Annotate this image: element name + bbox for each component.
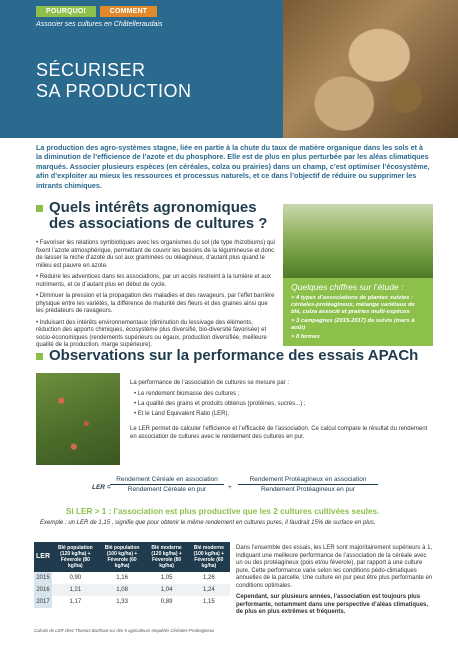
table-row [34,584,230,596]
crop-field-photo [36,373,120,465]
title-line-1: SÉCURISER [36,60,146,80]
tag-group [36,6,157,17]
interest-list [36,240,276,354]
formula-denominator: Rendement Protéagineux en pur [261,486,355,493]
bullet-square-icon [36,205,43,212]
table-cell: 1,04 [145,584,187,596]
interest-item: • Induisant des intérêts environnementaux (diminution du lessivage des éléments, réduction des apports chimiques, écosystème plus diversifié, bio-diversité favorisée) et socio-économiques (rendements supérieurs ou égaux, production diversifiée, meilleure qualité de la production, marge supérieure). [36,319,267,348]
table-cell: 0,90 [69,575,82,581]
ler-table [34,542,230,608]
key-figure-item: > 8 fermes [291,334,320,340]
conclusion-paragraph-bold: Cependant, sur plusieurs années, l’association est toujours plus performante, notamment dans une perspective d’aléas climatiques, de plus en plus extrêmes et fréquents. [236,594,429,615]
table-cell: 1,16 [116,575,128,581]
table-header: Blé population (120 kg/ha) + Féverole (80 kg/ha) [52,542,99,572]
performance-bullet: • Le rendement biomasse des cultures ; [134,391,240,397]
tag-pourquoi: POURQUOI [36,6,96,17]
performance-bullets [134,390,306,420]
interest-item: • Favoriser les relations symbiotiques avec les organismes du sol (de type rhizobiums) qui fixent l’azote atmosphérique, permettant de couvrir les besoins de la légumineuse et donc de laisser la niche d’azote du sol aux graminées ou oléagineux, d’autant plus quand le milieu est pauvre en azote. [36,240,275,269]
table-row [34,596,230,608]
table-cell: 1,17 [69,599,82,605]
ler-example: Exemple : un LER de 1,15 , signifie que pour obtenir le même rendement en cultures pures, il faudrait 15% de surface en plus. [40,520,376,526]
formula-plus: + [228,484,232,491]
hands-seeds-photo [283,0,458,138]
formula-denominator: Rendement Céréale en pur [127,486,207,493]
formula-ler-label: LER = [92,484,111,491]
conclusion-text [236,545,434,621]
table-cell: 1,26 [203,575,215,581]
formula-numerator: Rendement Protéagineux en association [238,476,378,485]
table-cell: 2016 [34,584,52,596]
table-cell: 1,08 [99,584,146,596]
key-figure-item: > 3 campagnes (2015-2017) de suivis (mars à août) [291,318,415,331]
table-cell: 2015 [34,572,52,584]
key-figure-item: > 4 types d’associations de plantes suivies : céréales-protéagineux, mélange variétaux de blé, colza associé et prairies multi-espèces [291,295,415,315]
table-cell: 0,89 [160,599,173,605]
key-figures-title: Quelques chiffres sur l’étude : [291,282,404,292]
wheat-field-photo [283,204,433,278]
table-cell: 1,33 [116,599,128,605]
key-figures-box [283,278,433,346]
section1-heading-text: Quels intérêts agronomiques des associations de cultures ? [49,199,268,232]
section1-heading [36,200,276,232]
ler-highlight: Si LER > 1 : l’association est plus productive que les 2 cultures cultivées seules. [66,507,380,516]
conclusion-paragraph: Dans l’ensemble des essais, les LER sont majoritairement supérieurs à 1, indiquant une meilleure performance de l’association de la céréale avec un ou des protéagineux (pois et/ou féverole), par rapport à une culture pure. Cette performance varie selon les conditions pédo-climatiques annuelles de la parcelle. Une culture en pur peut être plus performante en conditions optimales. [236,545,433,589]
table-cell: 1,15 [203,599,215,605]
table-header: Blé population (100 kg/ha) + Féverole (60 kg/ha) [99,542,146,572]
table-header: Blé moderne (100 kg/ha) + Féverole (60 kg/ha) [188,542,230,572]
table-cell: 1,05 [160,575,173,581]
table-header: LER [34,542,52,572]
ler-formula [92,476,402,502]
header-subtitle: Associer ses cultures en Châtelleraudais [36,21,163,28]
section2-heading [36,348,436,364]
performance-bullet: • La qualité des grains et produits obtenus (protéines, sucres...) ; [134,401,306,407]
table-header: Blé moderne (120 kg/ha) + Féverole (80 kg/ha) [145,542,187,572]
table-cell: 2017 [34,596,52,608]
tag-comment: COMMENT [100,6,158,17]
interest-item: • Diminuer la pression et la propagation des maladies et des ravageurs, par l’effet barrière physique entre les variétés, la différence de maturité des fleurs et des graines ainsi que les prédateurs de ravageurs. [36,293,275,314]
performance-bullet: • Et le Land Equivalent Ratio (LER). [134,411,230,417]
bullet-square-icon [36,353,43,360]
formula-numerator: Rendement Céréale en association [110,476,224,485]
table-caption: Calculs de LER chez Thomas Barthout sur des 5 agriculteurs enquêtés Céréales-Protéagineux [34,628,215,633]
table-cell: 1,24 [188,584,230,596]
title-line-2: SA PRODUCTION [36,81,192,101]
intro-paragraph: La production des agro-systèmes stagne, liée en partie à la chute du taux de matière organique dans les sols et à la diminution de l’efficience de l’azote et du phosphore. Elle est de plus en plus perturbée par les aléas climatiques marqués. Associer plusieurs espèces (en céréales, colza ou prairies) dans un champ, c’est optimiser l’écosystème, afin d’exploiter au mieux les ressources et processus naturels, et ce dans l’objectif de réduire ou supprimer les intrants chimiques. [36,143,430,190]
table-header-row [34,542,230,572]
interest-item: • Réduire les adventices dans les associations, par un accès restreint à la lumière et aux nutriments, et ce d’autant plus en début de cycle. [36,274,271,288]
page-title [36,60,192,102]
formula-fraction-protein [238,476,378,493]
table-row [34,572,230,584]
ler-description: Le LER permet de calculer l’efficience et l’efficacité de l’association. Ce calcul compare le résultat du rendement en association de cultures avec le rendement des cultures en pur. [130,426,428,440]
section2-heading-text: Observations sur la performance des essais APACh [49,347,419,364]
formula-fraction-cereal [110,476,224,493]
table-cell: 1,21 [52,584,99,596]
performance-intro: La performance de l’association de cultures se mesure par : [130,380,290,386]
header-band [0,0,458,138]
